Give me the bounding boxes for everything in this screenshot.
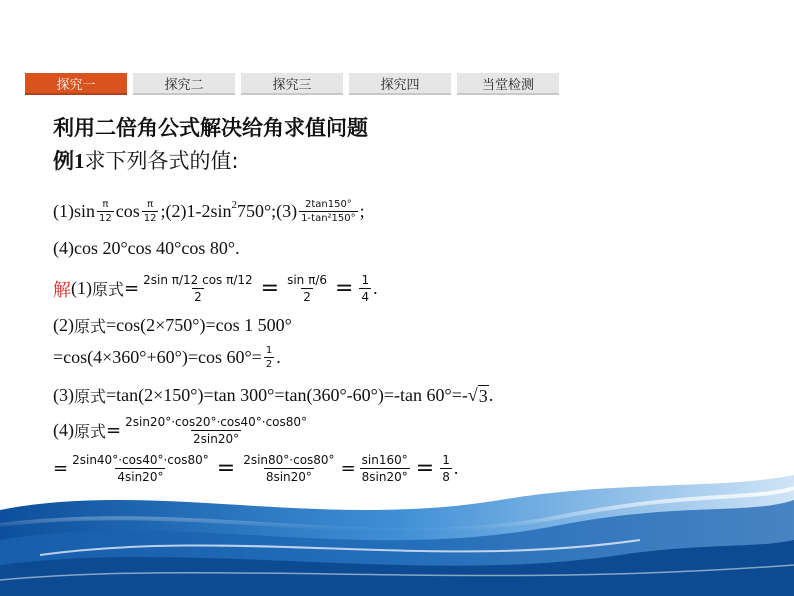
original-expression-label: 原式	[92, 280, 125, 299]
section-tabs	[25, 73, 559, 95]
frac-den: 2sin20°	[193, 432, 240, 446]
frac-num: 2sin π/12 cos π/12	[143, 273, 253, 287]
frac-den: 4	[361, 290, 370, 304]
decorative-wave-background	[0, 470, 794, 596]
fraction-solution-2-answer	[264, 344, 274, 371]
problem-3-end: ;	[359, 201, 365, 221]
frac-num: π	[102, 199, 109, 210]
solution-mark: 解	[53, 279, 71, 301]
original-expression-label: 原式	[74, 387, 107, 406]
solution-1-prefix: (1)	[71, 278, 92, 298]
solution-2-rest: =cos(2×750°)=cos 1 500°	[106, 315, 292, 335]
solution-line-2b: =cos(4×360°+60°)=cos 60°= $\frac{1}{2}$ .	[53, 345, 281, 370]
original-expression-label: 原式	[74, 317, 107, 336]
frac-num: π	[147, 199, 154, 210]
frac-num: 1	[361, 273, 370, 287]
fraction-solution-1b	[285, 272, 329, 305]
example-number: 1	[74, 149, 85, 173]
problem-3-prefix: ;(3)	[271, 201, 298, 221]
frac-num: 1	[442, 453, 450, 467]
solution-line-3: (3) 原式 =tan(2×150°)=tan 300°=tan(360°-60°)=-tan 60°=- √ 3 .	[53, 385, 494, 406]
frac-den: 2	[303, 290, 311, 304]
problem-1-prefix: (1)sin	[53, 201, 95, 221]
frac-den: 12	[143, 213, 157, 224]
example-question: 求下列各式的值:	[84, 149, 239, 173]
example-label: 例	[53, 149, 74, 173]
fraction-pi-12-b	[142, 198, 159, 225]
tab-explore-3[interactable]: 探究三	[241, 73, 343, 95]
fraction-pi-12	[97, 198, 114, 225]
original-expression-label: 原式	[74, 422, 107, 441]
frac-den: 4sin20°	[117, 470, 164, 484]
solution-3-rest: =tan(2×150°)=tan 300°=tan(360°-60°)=-tan 60°=-	[106, 385, 468, 405]
sqrt-radicand: 3	[478, 385, 488, 406]
solution-4-prefix: (4)	[53, 420, 74, 440]
frac-den: 8sin20°	[361, 470, 408, 484]
solution-line-2	[53, 314, 292, 337]
tab-explore-1[interactable]: 探究一	[25, 73, 127, 95]
problem-2-rest: 750°	[236, 201, 272, 221]
frac-den: 2	[194, 290, 202, 304]
frac-den: 2	[265, 359, 273, 370]
tab-explore-4[interactable]: 探究四	[349, 73, 451, 95]
problem-line-4: (4)cos 20°cos 40°cos 80°.	[53, 238, 240, 258]
frac-den: 8	[442, 470, 450, 484]
section-heading: 利用二倍角公式解决给角求值问题	[53, 116, 368, 140]
frac-den: 8sin20°	[265, 470, 312, 484]
tab-classroom-test[interactable]: 当堂检测	[457, 73, 559, 95]
solution-3-prefix: (3)	[53, 385, 74, 405]
frac-num: sin π/6	[287, 273, 328, 287]
fraction-solution-4a	[123, 414, 309, 447]
tab-explore-2[interactable]: 探究二	[133, 73, 235, 95]
problem-line-1	[53, 198, 365, 225]
solution-line-4b: = $\frac{2\sin 40^\circ\cdot\cos 40^\circ\cdot\cos 80^\circ}{4\sin 20^\circ}$ = $\frac{2\sin 80^\circ\cdot\cos 80^\circ}{8\sin 20^\circ}$ = $\frac{\sin 160^\circ}{8\sin 20^\circ}$ = $\frac{1}{8}$ .	[53, 453, 459, 484]
fraction-solution-1a	[141, 272, 255, 305]
frac-num: 2sin40°·cos40°·cos80°	[72, 453, 209, 467]
frac-num: 2sin80°·cos80°	[243, 453, 335, 467]
frac-den: 12	[99, 213, 112, 224]
fraction-solution-1-answer	[359, 272, 371, 305]
solution-2-prefix: (2)	[53, 315, 74, 335]
frac-num: 2tan150°	[304, 199, 352, 210]
example-title	[53, 145, 239, 175]
frac-num: 1	[265, 345, 273, 356]
frac-num: 2sin20°·cos20°·cos40°·cos80°	[125, 415, 308, 429]
solution-line-4: (4) 原式 = $\frac{2\sin 20^\circ\cdot\cos 20^\circ\cdot\cos 40^\circ\cdot\cos 80^\circ}{2\sin 20^\circ}$	[53, 415, 308, 446]
solution-2-line2: =cos(4×360°+60°)=cos 60°=	[53, 347, 262, 367]
cos-text: cos	[115, 201, 140, 221]
problem-2-prefix: ;(2)1-2sin	[160, 201, 232, 221]
fraction-problem-3	[299, 198, 357, 225]
frac-den: 1-tan²150°	[301, 213, 356, 224]
frac-num: sin160°	[361, 453, 408, 467]
solution-line-1: 解 (1) 原式 = $\frac{\text{2sin π/12 cos π/12}}{2}$ = $\frac{\text{sin π/6}}{2}$ = $\frac{1}{4}$ .	[53, 273, 378, 304]
square-sup: 2	[231, 198, 237, 211]
